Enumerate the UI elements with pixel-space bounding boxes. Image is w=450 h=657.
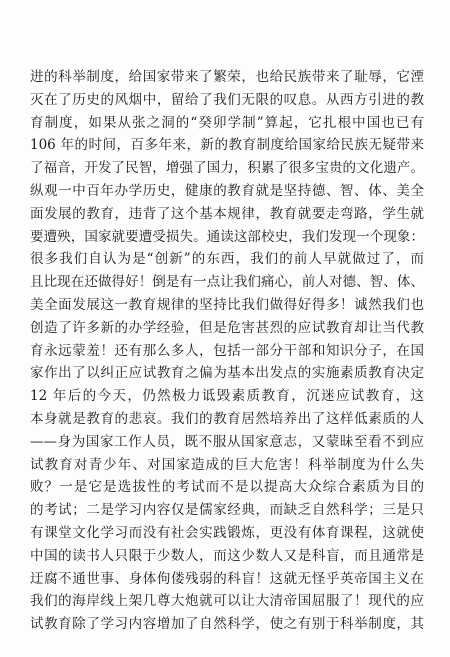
text-line: 迂腐不通世事、身体佝偻残弱的科盲！这就无怪乎英帝国主义在 <box>30 570 424 587</box>
text-line: 的考试；二是学习内容仅是儒家经典，而缺乏自然科学；三是只 <box>30 502 424 519</box>
text-line: 12 年后的今天，仍然极力诋毁素质教育，沉迷应试教育，这 <box>30 388 424 405</box>
text-line: 本身就是教育的悲哀。我们的教育居然培养出了这样低素质的人 <box>30 410 424 427</box>
text-line: 败？一是它是选拔性的考试而不是以提高大众综合素质为目的 <box>30 479 424 496</box>
text-line: 面发展的教育，违背了这个基本规律，教育就要走弯路，学生就 <box>30 205 424 222</box>
text-line: 育制度，如果从张之洞的“癸卯学制”算起，它扎根中国也已有 <box>30 114 424 131</box>
text-line: 试教育对青少年、对国家造成的巨大危害！科举制度为什么失 <box>30 456 424 473</box>
text-line: 创造了许多新的办学经验，但是危害甚烈的应试教育却让当代教 <box>30 319 424 336</box>
text-line: 106 年的时间，百多年来，新的教育制度给国家给民族无疑带来 <box>30 137 424 154</box>
text-line: 试教育除了学习内容增加了自然科学，使之有别于科举制度，其 <box>30 616 424 633</box>
text-line: 很多我们自认为是“创新”的东西，我们的前人早就做过了，而 <box>30 251 424 268</box>
text-line: 我们的海岸线上架几尊大炮就可以让大清帝国屈服了！现代的应 <box>30 593 424 610</box>
text-line: ——身为国家工作人员，既不服从国家意志，又蒙昧至看不到应 <box>30 433 424 450</box>
text-line: 要遭殃，国家就要遭受损失。通读这部校史，我们发现一个现象： <box>30 228 424 245</box>
text-line: 美全面发展这一教育规律的坚持比我们做得好得多！诚然我们也 <box>30 296 424 313</box>
text-line: 了福音，开发了民智，增强了国力，积累了很多宝贵的文化遗产。 <box>30 160 424 177</box>
text-line: 灭在了历史的风烟中，留给了我们无限的叹息。从西方引进的教 <box>30 91 424 108</box>
text-line: 育永远蒙羞！还有那么多人，包括一部分干部和知识分子，在国 <box>30 342 424 359</box>
text-line: 进的科举制度，给国家带来了繁荣，也给民族带来了耻辱，它湮 <box>30 69 424 85</box>
text-line: 纵观一中百年办学历史，健康的教育就是坚持德、智、体、美全 <box>30 182 424 199</box>
body-text <box>30 66 424 636</box>
text-line: 中国的读书人只限于少数人，而这少数人又是科盲，而且通常是 <box>30 547 424 564</box>
text-line: 有课堂文化学习而没有社会实践锻炼，更没有体育课程，这就使 <box>30 524 424 541</box>
text-line: 且比现在还做得好！倒是有一点让我们痛心，前人对德、智、体、 <box>30 274 424 291</box>
text-line: 家作出了以纠正应试教育之偏为基本出发点的实施素质教育决定 <box>30 365 424 382</box>
